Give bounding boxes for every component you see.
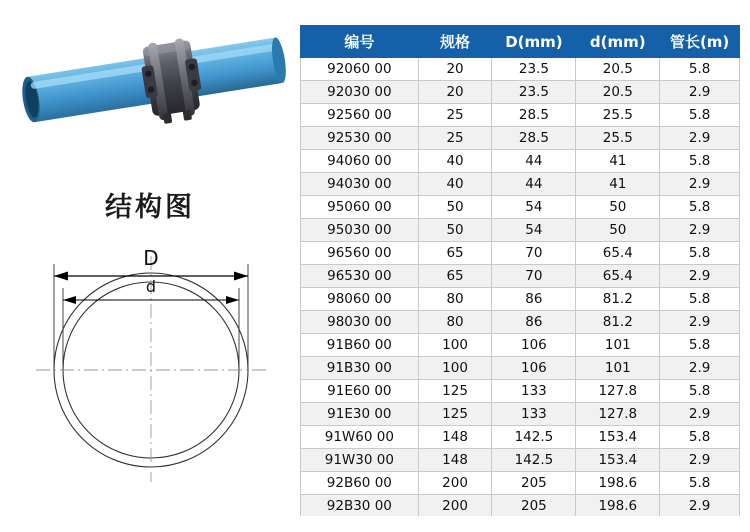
- table-cell: 127.8: [576, 403, 660, 426]
- table-cell: 200: [418, 495, 492, 518]
- table-cell: 92560 00: [301, 104, 419, 127]
- table-cell: 133: [492, 403, 576, 426]
- table-row: [301, 150, 740, 173]
- table-cell: 198.6: [576, 472, 660, 495]
- table-cell: 92530 00: [301, 127, 419, 150]
- table-cell: 5.8: [660, 288, 740, 311]
- table-cell: 20: [418, 81, 492, 104]
- table-row: [301, 104, 740, 127]
- table-row: [301, 58, 740, 81]
- table-cell: 142.5: [492, 426, 576, 449]
- table-cell: 95060 00: [301, 196, 419, 219]
- table-cell: 20: [418, 58, 492, 81]
- table-cell: 20.5: [576, 58, 660, 81]
- table-row: [301, 449, 740, 472]
- table-cell: 98030 00: [301, 311, 419, 334]
- table-cell: 142.5: [492, 449, 576, 472]
- table-cell: 91B30 00: [301, 357, 419, 380]
- table-cell: 25.5: [576, 104, 660, 127]
- table-cell: 5.8: [660, 380, 740, 403]
- table-cell: 100: [418, 334, 492, 357]
- table-cell: 23.5: [492, 58, 576, 81]
- table-cell: 2.9: [660, 357, 740, 380]
- table-cell: 92060 00: [301, 58, 419, 81]
- table-cell: 153.4: [576, 449, 660, 472]
- table-row: [301, 219, 740, 242]
- table-cell: 133: [492, 380, 576, 403]
- table-cell: 94030 00: [301, 173, 419, 196]
- table-cell: 148: [418, 449, 492, 472]
- table-cell: 40: [418, 173, 492, 196]
- table-cell: 2.9: [660, 403, 740, 426]
- table-cell: 65.4: [576, 242, 660, 265]
- table-cell: 54: [492, 219, 576, 242]
- table-cell: 101: [576, 357, 660, 380]
- table-cell: 2.9: [660, 311, 740, 334]
- technical-drawing: [22, 232, 280, 484]
- table-header-row: [301, 26, 740, 58]
- table-cell: 70: [492, 265, 576, 288]
- spec-table: [300, 25, 740, 518]
- table-cell: 94060 00: [301, 150, 419, 173]
- table-cell: 2.9: [660, 81, 740, 104]
- table-cell: 50: [576, 219, 660, 242]
- bottom-strip: [0, 516, 750, 532]
- table-row: [301, 173, 740, 196]
- table-row: [301, 311, 740, 334]
- table-cell: 41: [576, 173, 660, 196]
- label-outer-diameter: D: [143, 246, 159, 270]
- table-cell: 127.8: [576, 380, 660, 403]
- table-cell: 148: [418, 426, 492, 449]
- table-cell: 91E60 00: [301, 380, 419, 403]
- table-cell: 92030 00: [301, 81, 419, 104]
- table-cell: 54: [492, 196, 576, 219]
- table-cell: 86: [492, 311, 576, 334]
- table-cell: 125: [418, 403, 492, 426]
- table-cell: 2.9: [660, 127, 740, 150]
- table-cell: 91W30 00: [301, 449, 419, 472]
- table-cell: 44: [492, 173, 576, 196]
- table-cell: 100: [418, 357, 492, 380]
- table-row: [301, 265, 740, 288]
- label-inner-diameter: d: [145, 277, 157, 296]
- table-cell: 96530 00: [301, 265, 419, 288]
- column-header-length: 管长(m): [660, 26, 740, 58]
- left-column: [0, 0, 300, 532]
- table-body: [301, 58, 740, 518]
- table-cell: 92B30 00: [301, 495, 419, 518]
- column-header-D: D(mm): [492, 26, 576, 58]
- table-cell: 91E30 00: [301, 403, 419, 426]
- column-header-spec: 规格: [418, 26, 492, 58]
- table-cell: 2.9: [660, 495, 740, 518]
- table-row: [301, 127, 740, 150]
- table-cell: 44: [492, 150, 576, 173]
- table-row: [301, 380, 740, 403]
- table-row: [301, 426, 740, 449]
- table-row: [301, 472, 740, 495]
- table-cell: 5.8: [660, 426, 740, 449]
- table-row: [301, 242, 740, 265]
- table-cell: 86: [492, 288, 576, 311]
- table-cell: 2.9: [660, 219, 740, 242]
- table-cell: 5.8: [660, 150, 740, 173]
- table-cell: 205: [492, 472, 576, 495]
- table-cell: 25: [418, 104, 492, 127]
- table-row: [301, 357, 740, 380]
- column-header-code: 编号: [301, 26, 419, 58]
- table-cell: 96560 00: [301, 242, 419, 265]
- table-cell: 125: [418, 380, 492, 403]
- table-cell: 28.5: [492, 127, 576, 150]
- specification-table: [300, 25, 740, 518]
- table-cell: 106: [492, 334, 576, 357]
- column-header-d: d(mm): [576, 26, 660, 58]
- table-cell: 153.4: [576, 426, 660, 449]
- table-cell: 205: [492, 495, 576, 518]
- table-cell: 91B60 00: [301, 334, 419, 357]
- table-cell: 91W60 00: [301, 426, 419, 449]
- table-cell: 28.5: [492, 104, 576, 127]
- table-cell: 25.5: [576, 127, 660, 150]
- table-cell: 2.9: [660, 173, 740, 196]
- table-cell: 5.8: [660, 58, 740, 81]
- table-cell: 2.9: [660, 449, 740, 472]
- table-cell: 101: [576, 334, 660, 357]
- product-photo: [18, 22, 286, 144]
- table-cell: 80: [418, 311, 492, 334]
- table-cell: 41: [576, 150, 660, 173]
- table-cell: 80: [418, 288, 492, 311]
- table-cell: 92B60 00: [301, 472, 419, 495]
- table-cell: 200: [418, 472, 492, 495]
- table-cell: 50: [418, 196, 492, 219]
- table-cell: 5.8: [660, 242, 740, 265]
- table-cell: 65: [418, 242, 492, 265]
- table-cell: 5.8: [660, 104, 740, 127]
- table-row: [301, 81, 740, 104]
- table-cell: 23.5: [492, 81, 576, 104]
- table-cell: 50: [418, 219, 492, 242]
- table-row: [301, 495, 740, 518]
- table-cell: 70: [492, 242, 576, 265]
- table-cell: 95030 00: [301, 219, 419, 242]
- table-cell: 2.9: [660, 265, 740, 288]
- table-cell: 50: [576, 196, 660, 219]
- table-cell: 81.2: [576, 311, 660, 334]
- table-row: [301, 196, 740, 219]
- table-cell: 40: [418, 150, 492, 173]
- table-cell: 106: [492, 357, 576, 380]
- table-cell: 20.5: [576, 81, 660, 104]
- table-cell: 65: [418, 265, 492, 288]
- structure-diagram-title: 结构图: [105, 192, 195, 223]
- table-cell: 5.8: [660, 196, 740, 219]
- table-cell: 81.2: [576, 288, 660, 311]
- table-row: [301, 334, 740, 357]
- table-row: [301, 288, 740, 311]
- table-cell: 25: [418, 127, 492, 150]
- table-cell: 98060 00: [301, 288, 419, 311]
- table-cell: 5.8: [660, 472, 740, 495]
- table-cell: 198.6: [576, 495, 660, 518]
- table-cell: 65.4: [576, 265, 660, 288]
- table-cell: 5.8: [660, 334, 740, 357]
- table-row: [301, 403, 740, 426]
